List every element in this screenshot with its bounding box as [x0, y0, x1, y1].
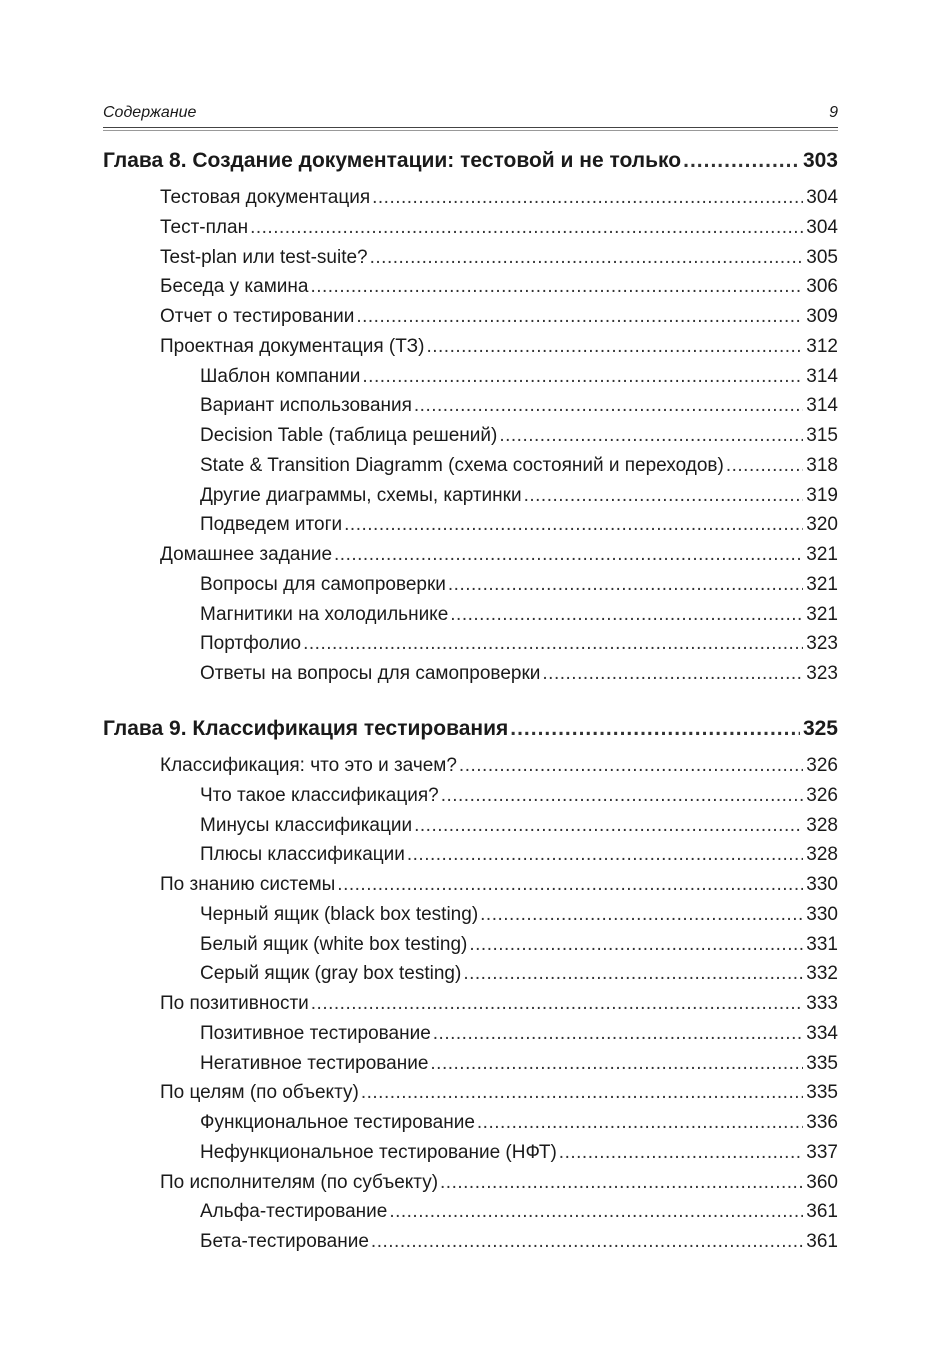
entry-page-number: 332	[806, 963, 838, 984]
toc-section-entry[interactable]	[160, 272, 838, 302]
running-header	[103, 104, 838, 126]
toc-section-entry[interactable]	[160, 213, 838, 243]
entry-page-number: 334	[806, 1023, 838, 1044]
entry-title: Отчет о тестировании	[160, 306, 355, 327]
entry-page-number: 321	[806, 574, 838, 595]
entry-title: Альфа-тестирование	[200, 1201, 388, 1222]
toc-subsection-entry[interactable]	[200, 781, 838, 811]
entry-title: Шаблон компании	[200, 366, 361, 387]
toc-section-entry[interactable]	[160, 989, 838, 1019]
toc-section-entry[interactable]	[160, 751, 838, 781]
entry-title: Магнитики на холодильнике	[200, 604, 449, 625]
entry-title: Классификация: что это и зачем?	[160, 755, 457, 776]
entry-page-number: 304	[806, 217, 838, 238]
entry-page-number: 328	[806, 844, 838, 865]
dot-leader	[356, 302, 803, 332]
entry-page-number: 335	[806, 1053, 838, 1074]
dot-leader	[440, 1168, 803, 1198]
entry-page-number: 361	[806, 1201, 838, 1222]
dot-leader	[414, 391, 803, 421]
running-header-title: Содержание	[103, 104, 197, 121]
toc-subsection-entry[interactable]	[200, 1019, 838, 1049]
entry-title: По целям (по объекту)	[160, 1082, 359, 1103]
dot-leader	[448, 570, 803, 600]
toc-subsection-entry[interactable]	[200, 811, 838, 841]
entry-title: Test-plan или test-suite?	[160, 247, 368, 268]
toc-section-entry[interactable]	[160, 243, 838, 273]
toc-subsection-entry[interactable]	[200, 421, 838, 451]
entry-page-number: 326	[806, 785, 838, 806]
toc-subsection-entry[interactable]	[200, 1227, 838, 1257]
entry-page-number: 318	[806, 455, 838, 476]
entry-page-number: 326	[806, 755, 838, 776]
toc-subsection-entry[interactable]	[200, 1197, 838, 1227]
dot-leader	[407, 840, 803, 870]
dot-leader	[310, 272, 803, 302]
dot-leader	[433, 1019, 804, 1049]
dot-leader	[362, 362, 803, 392]
chapter-title: Глава 9. Классификация тестирования	[103, 717, 509, 740]
toc-section-entry[interactable]	[160, 540, 838, 570]
toc-subsection-entry[interactable]	[200, 510, 838, 540]
entry-page-number: 331	[806, 934, 838, 955]
entry-title: По знанию системы	[160, 874, 336, 895]
toc-subsection-entry[interactable]	[200, 600, 838, 630]
entry-title: Черный ящик (black box testing)	[200, 904, 479, 925]
toc-subsection-entry[interactable]	[200, 900, 838, 930]
entry-page-number: 319	[806, 485, 838, 506]
entry-title: Проектная документация (ТЗ)	[160, 336, 425, 357]
entry-title: Негативное тестирование	[200, 1053, 429, 1074]
entry-title: Тест-план	[160, 217, 249, 238]
entry-page-number: 306	[806, 276, 838, 297]
toc-subsection-entry[interactable]	[200, 659, 838, 689]
entry-title: Серый ящик (gray box testing)	[200, 963, 462, 984]
toc-subsection-entry[interactable]	[200, 481, 838, 511]
dot-leader	[311, 989, 804, 1019]
dot-leader	[361, 1078, 803, 1108]
dot-leader	[372, 183, 803, 213]
toc-subsection-entry[interactable]	[200, 1108, 838, 1138]
entry-title: Беседа у камина	[160, 276, 309, 297]
toc-subsection-entry[interactable]	[200, 1138, 838, 1168]
toc-subsection-entry[interactable]	[200, 1049, 838, 1079]
entry-page-number: 335	[806, 1082, 838, 1103]
toc-chapter-heading[interactable]	[103, 146, 838, 176]
entry-title: По позитивности	[160, 993, 309, 1014]
dot-leader	[303, 629, 803, 659]
toc-subsection-entry[interactable]	[200, 930, 838, 960]
entry-title: Тестовая документация	[160, 187, 371, 208]
entry-page-number: 309	[806, 306, 838, 327]
dot-leader	[250, 213, 803, 243]
entry-title: По исполнителям (по субъекту)	[160, 1172, 439, 1193]
entry-page-number: 321	[806, 604, 838, 625]
dot-leader	[371, 1227, 803, 1257]
entry-page-number: 330	[806, 904, 838, 925]
toc-subsection-entry[interactable]	[200, 959, 838, 989]
entry-page-number: 314	[806, 395, 838, 416]
dot-leader	[726, 451, 803, 481]
toc-section-entry[interactable]	[160, 870, 838, 900]
toc-chapter-heading[interactable]	[103, 714, 838, 744]
toc-subsection-entry[interactable]	[200, 840, 838, 870]
toc-section-entry[interactable]	[160, 1078, 838, 1108]
header-rule	[103, 127, 838, 128]
toc-subsection-entry[interactable]	[200, 451, 838, 481]
entry-page-number: 361	[806, 1231, 838, 1252]
entry-title: Минусы классификации	[200, 815, 413, 836]
entry-page-number: 314	[806, 366, 838, 387]
toc-section-entry[interactable]	[160, 1168, 838, 1198]
dot-leader	[370, 243, 804, 273]
entry-title: Ответы на вопросы для самопроверки	[200, 663, 541, 684]
entry-page-number: 323	[806, 633, 838, 654]
dot-leader	[430, 1049, 803, 1079]
dot-leader	[542, 659, 803, 689]
chapter-page-number: 303	[802, 149, 838, 172]
entry-page-number: 304	[806, 187, 838, 208]
chapter-title: Глава 8. Создание документации: тестовой и не только	[103, 149, 682, 172]
dot-leader	[480, 900, 803, 930]
toc-section-entry[interactable]	[160, 332, 838, 362]
entry-title: Функциональное тестирование	[200, 1112, 475, 1133]
entry-page-number: 321	[806, 544, 838, 565]
entry-title: Другие диаграммы, схемы, картинки	[200, 485, 522, 506]
dot-leader	[499, 421, 803, 451]
entry-page-number: 305	[806, 247, 838, 268]
entry-title: Нефункциональное тестирование (НФТ)	[200, 1142, 557, 1163]
entry-title: Плюсы классификации	[200, 844, 405, 865]
chapter-page-number: 325	[802, 717, 838, 740]
entry-page-number: 360	[806, 1172, 838, 1193]
toc-section-entry[interactable]	[160, 183, 838, 213]
entry-page-number: 337	[806, 1142, 838, 1163]
dot-leader	[469, 930, 803, 960]
entry-page-number: 320	[806, 514, 838, 535]
entry-title: Что такое классификация?	[200, 785, 439, 806]
running-header-page-number: 9	[829, 104, 838, 121]
dot-leader	[334, 540, 803, 570]
dot-leader	[337, 870, 803, 900]
dot-leader	[426, 332, 803, 362]
dot-leader	[459, 751, 803, 781]
entry-page-number: 312	[806, 336, 838, 357]
entry-title: Бета-тестирование	[200, 1231, 369, 1252]
entry-title: Белый ящик (white box testing)	[200, 934, 468, 955]
dot-leader	[344, 510, 803, 540]
entry-title: Вариант использования	[200, 395, 412, 416]
dot-leader	[389, 1197, 803, 1227]
header-rule-secondary	[103, 130, 838, 131]
toc-subsection-entry[interactable]	[200, 391, 838, 421]
entry-title: Портфолио	[200, 633, 302, 654]
entry-page-number: 333	[806, 993, 838, 1014]
dot-leader	[463, 959, 803, 989]
toc-subsection-entry[interactable]	[200, 570, 838, 600]
entry-page-number: 315	[806, 425, 838, 446]
dot-leader	[414, 811, 803, 841]
entry-title: Decision Table (таблица решений)	[200, 425, 498, 446]
dot-leader	[477, 1108, 803, 1138]
dot-leader	[510, 714, 800, 744]
entry-page-number: 323	[806, 663, 838, 684]
toc-section-entry[interactable]	[160, 302, 838, 332]
entry-title: Позитивное тестирование	[200, 1023, 431, 1044]
entry-title: Подведем итоги	[200, 514, 343, 535]
entry-title: State & Transition Diagramm (схема состояний и переходов)	[200, 455, 724, 476]
dot-leader	[441, 781, 804, 811]
toc-subsection-entry[interactable]	[200, 362, 838, 392]
dot-leader	[683, 146, 800, 176]
toc-subsection-entry[interactable]	[200, 629, 838, 659]
entry-title: Домашнее задание	[160, 544, 333, 565]
entry-page-number: 328	[806, 815, 838, 836]
entry-page-number: 336	[806, 1112, 838, 1133]
dot-leader	[524, 481, 804, 511]
entry-title: Вопросы для самопроверки	[200, 574, 446, 595]
dot-leader	[450, 600, 803, 630]
entry-page-number: 330	[806, 874, 838, 895]
dot-leader	[559, 1138, 804, 1168]
